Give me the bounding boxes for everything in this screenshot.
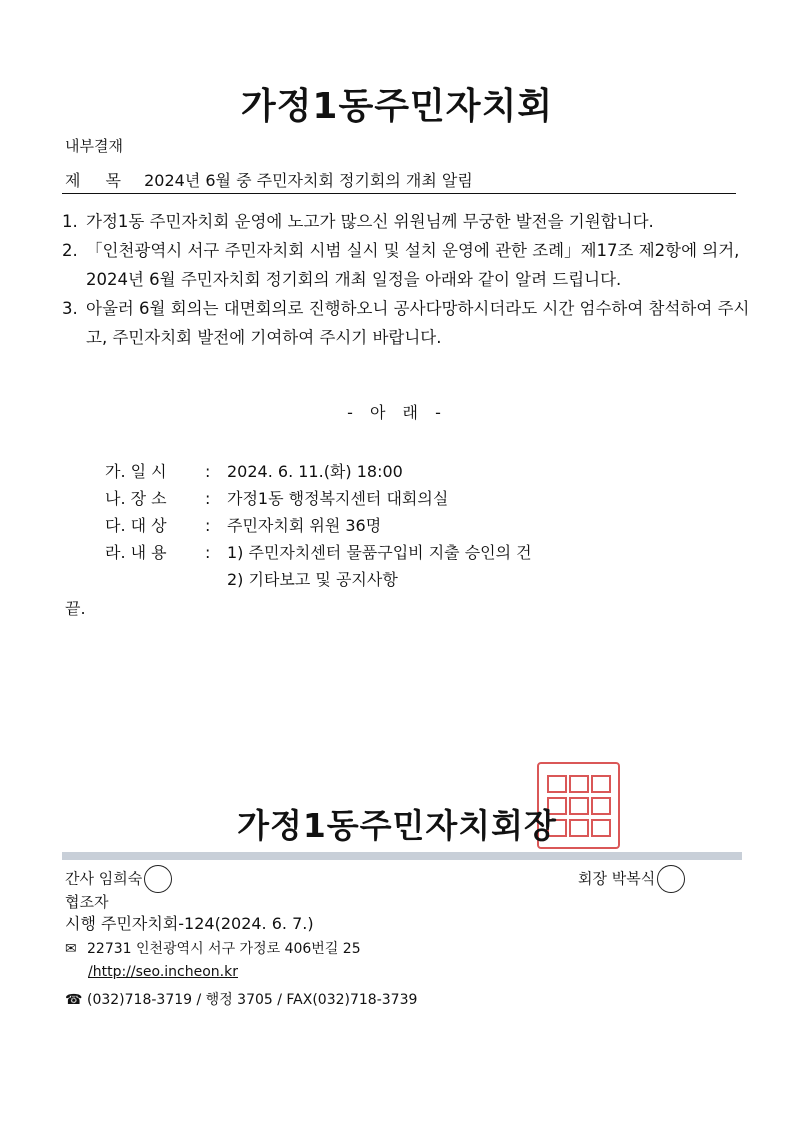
issue-number: 시행 주민자치회-124(2024. 6. 7.) [65,914,314,933]
subject-label: 제 목 [65,171,131,190]
paragraph-number: 1. [62,212,78,231]
paragraph [62,207,762,236]
detail-value: 1) 주민자치센터 물품구입비 지출 승인의 건 [227,543,532,562]
tel-text: (032)718-3719 / 행정 3705 / FAX(032)718-3739 [87,992,418,1008]
detail-value: 2) 기타보고 및 공지사항 [227,570,398,589]
paragraph-number: 3. [62,299,78,318]
subject-divider [62,193,736,194]
detail-value: 주민자치회 위원 36명 [227,516,382,535]
sender-name: 가정1동주민자치회장 [237,806,557,845]
below-heading: - 아 래 - [347,403,447,422]
address-row [65,938,361,958]
internal-approval-label: 내부결재 [65,137,123,155]
body-paragraphs [62,207,762,352]
address-text: 22731 인천광역시 서구 가정로 406번길 25 [87,941,361,957]
paragraph-number: 2. [62,241,78,260]
phone-icon: ☎ [65,992,83,1008]
details-list [105,458,532,593]
signature-icon [657,865,685,893]
subject-text: 2024년 6월 중 주민자치회 정기회의 개최 알림 [144,171,473,190]
detail-key: 나. 장 소 [105,489,167,508]
staff-secretary [65,865,172,893]
end-mark: 끝. [65,599,86,618]
secretary-name: 간사 임희숙 [65,869,143,888]
detail-value: 가정1동 행정복지센터 대회의실 [227,489,449,508]
detail-row: 다. 대 상 : 주민자치회 위원 36명 [105,512,532,539]
paragraph-text: 가정1동 주민자치회 운영에 노고가 많으신 위원님께 무궁한 발전을 기원합니다. [86,212,654,231]
chair-name: 회장 박복식 [578,869,656,888]
subject-row [65,168,473,191]
detail-key: 가. 일 시 [105,462,167,481]
staff-chair [578,865,685,893]
website-link[interactable]: /http://seo.incheon.kr [88,964,238,980]
footer-bar [62,852,742,860]
mail-icon: ✉ [65,941,77,957]
paragraph [62,294,762,352]
paragraph [62,236,762,294]
detail-row: 가. 일 시 : 2024. 6. 11.(화) 18:00 [105,458,532,485]
paragraph-text: 아울러 6월 회의는 대면회의로 진행하오니 공사다망하시더라도 시간 엄수하여 참석하여 주시고, 주민자치회 발전에 기여하여 주시기 바랍니다. [86,299,750,347]
detail-key: 라. 내 용 [105,543,167,562]
signature-icon [144,865,172,893]
paragraph-text: 「인천광역시 서구 주민자치회 시범 실시 및 설치 운영에 관한 조례」제17조 제2항에 의거, 2024년 6월 주민자치회 정기회의 개최 일정을 아래와 같이 알려 드립니다. [86,241,740,289]
page-title: 가정1동주민자치회 [240,86,554,127]
detail-row [105,566,532,593]
detail-row: 나. 장 소 : 가정1동 행정복지센터 대회의실 [105,485,532,512]
detail-value: 2024. 6. 11.(화) 18:00 [227,462,403,481]
detail-row: 라. 내 용 : 1) 주민자치센터 물품구입비 지출 승인의 건 [105,539,532,566]
tel-row [65,989,417,1009]
detail-key: 다. 대 상 [105,516,167,535]
cooperator-label: 협조자 [65,893,109,911]
